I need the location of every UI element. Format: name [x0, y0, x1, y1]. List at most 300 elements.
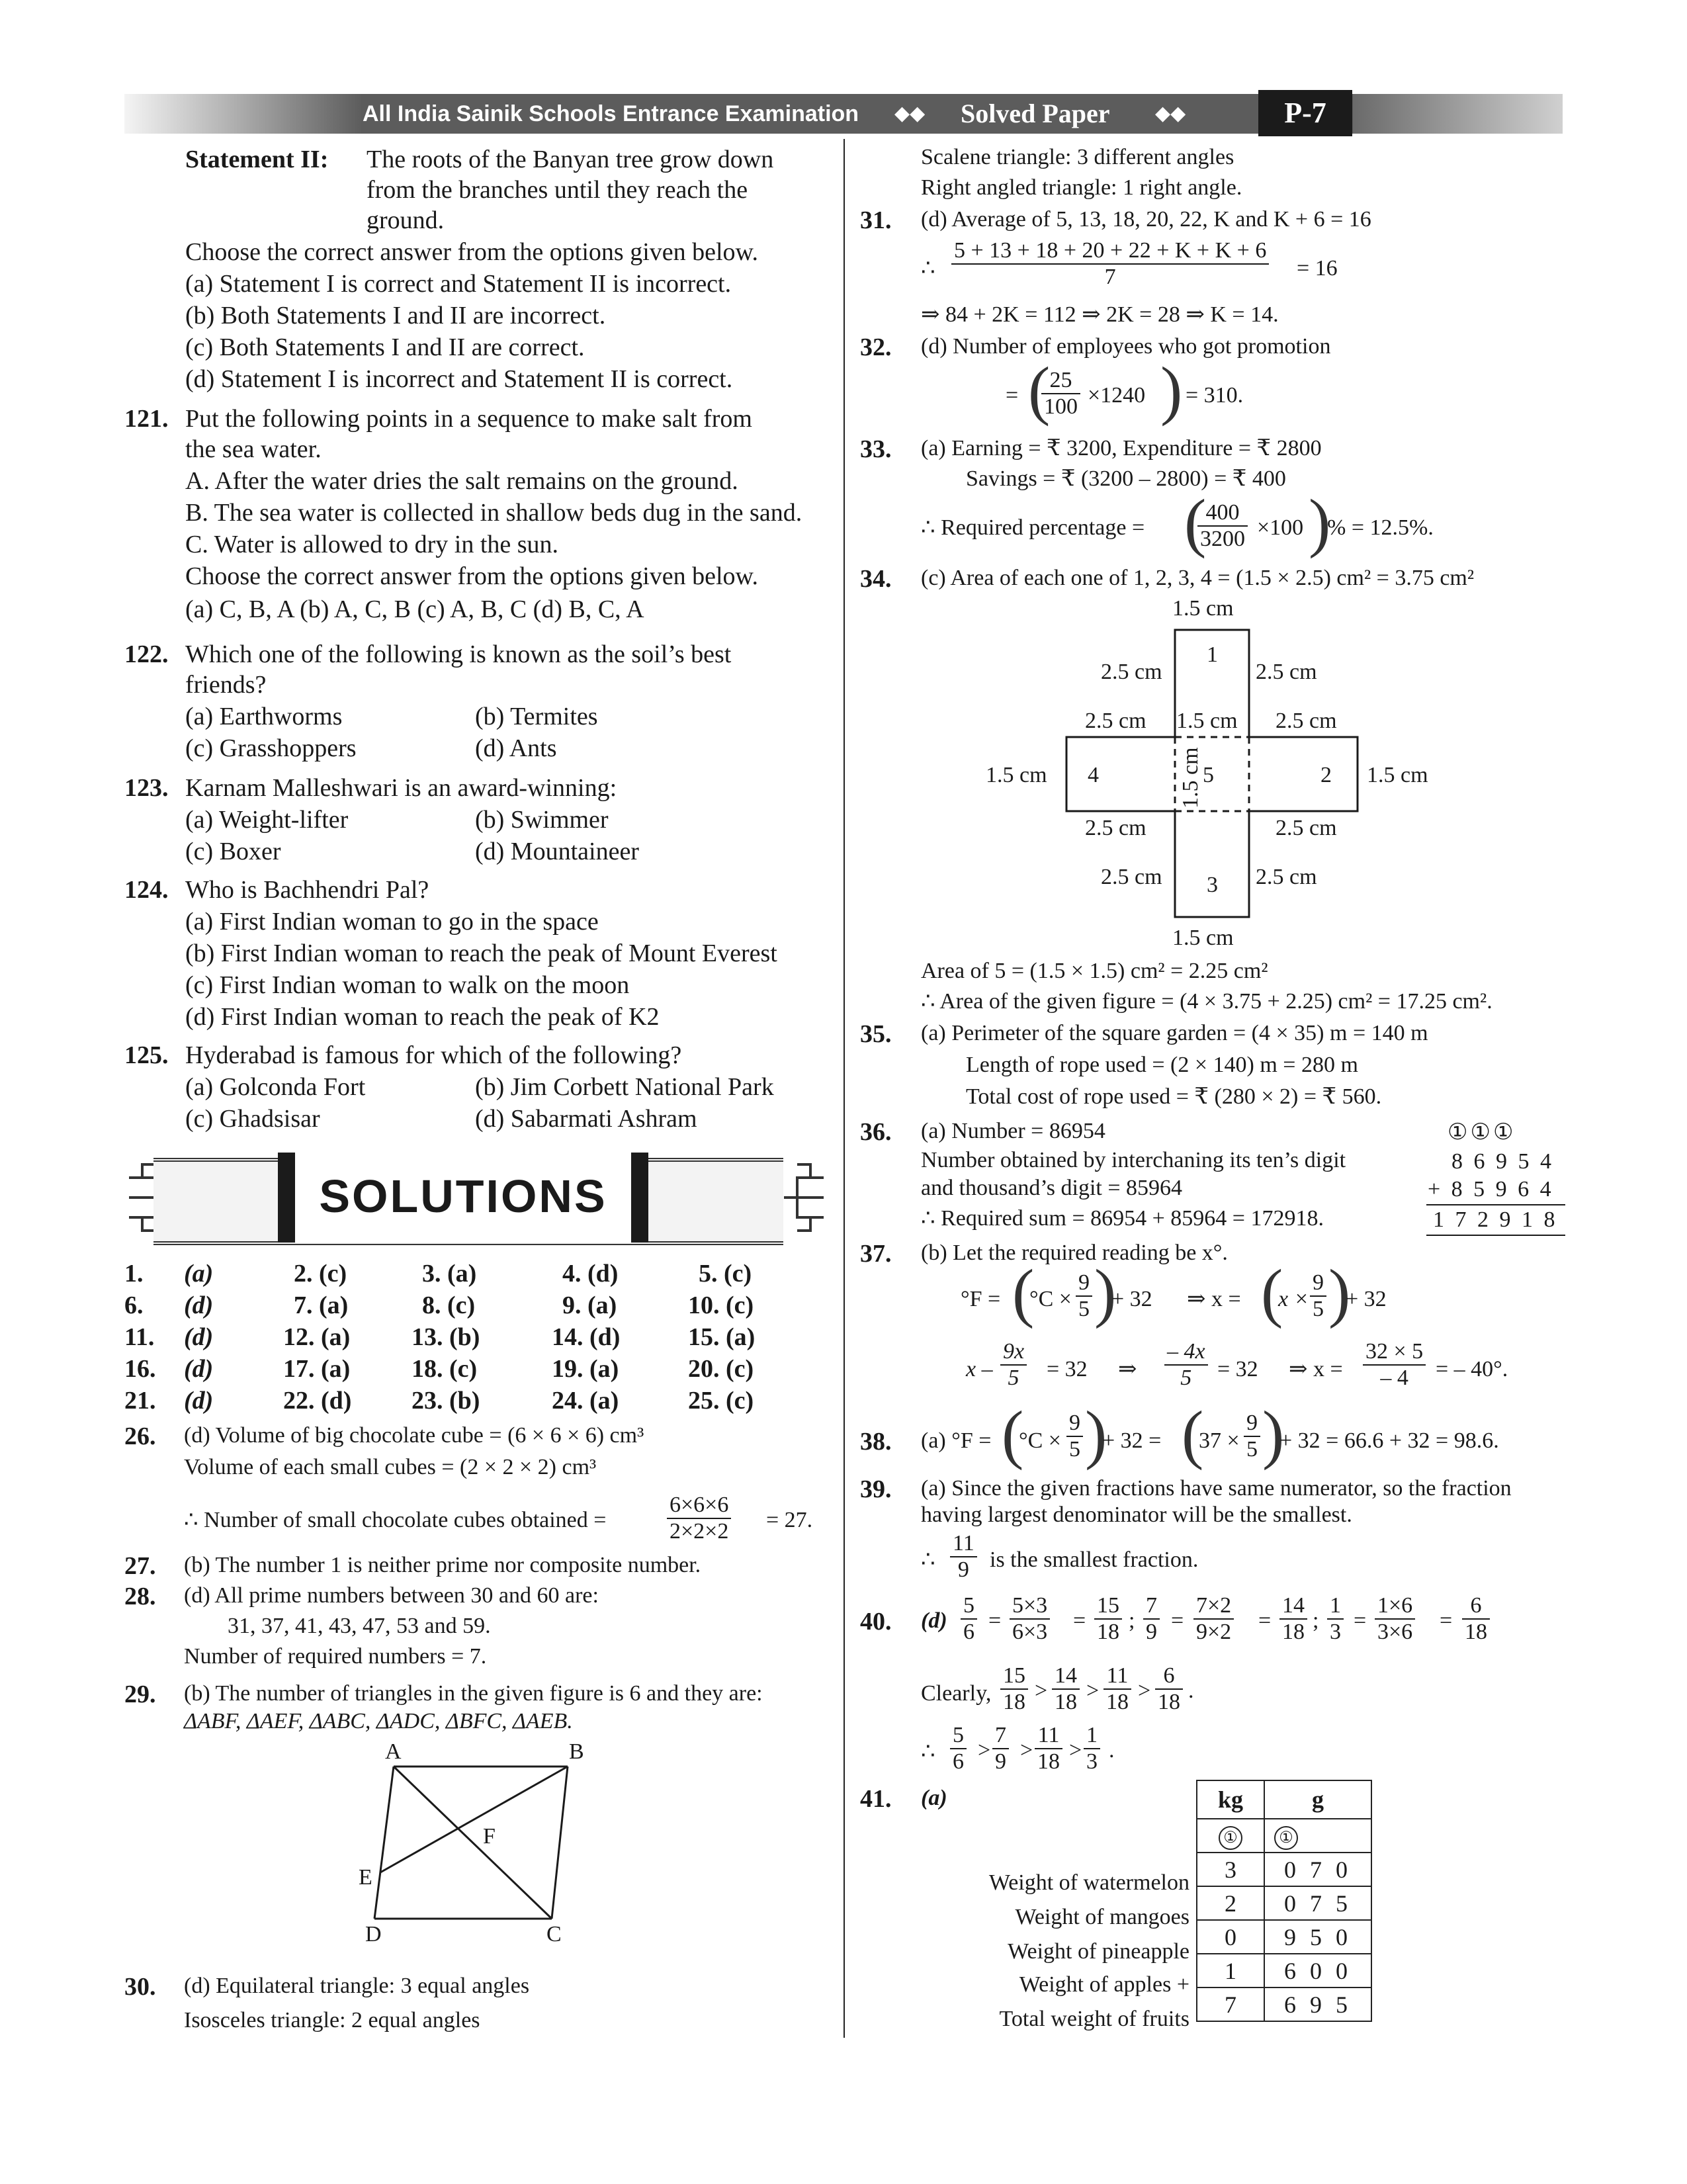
- solution-text: (c) Area of each one of 1, 2, 3, 4 = (1.5 × 2.5) cm² = 3.75 cm²: [921, 566, 1475, 590]
- option-d: (d) Sabarmati Ashram: [475, 1105, 697, 1133]
- solution-text: Length of rope used = (2 × 140) m = 280 m: [966, 1053, 1358, 1077]
- vertex-label: B: [569, 1739, 584, 1764]
- numerator: 5: [950, 1723, 967, 1749]
- list-item: B. The sea water is collected in shallow beds dug in the sand.: [185, 499, 802, 527]
- formula: + 32 =: [1102, 1428, 1162, 1453]
- answer-key-ans: (d): [184, 1323, 214, 1351]
- answer-key-cell: 15. (a): [688, 1323, 756, 1351]
- question-text: Which one of the following is known as the soil’s best: [185, 640, 732, 668]
- denominator: 18: [1097, 1620, 1119, 1644]
- option-a: (a) Weight-lifter: [185, 806, 349, 834]
- sum-rule: [1426, 1204, 1565, 1205]
- option-d: (d) Ants: [475, 734, 557, 762]
- operator: >: [1138, 1679, 1151, 1703]
- solution-number: 39.: [860, 1475, 892, 1503]
- solution-text: (a) Perimeter of the square garden = (4 × 35) m = 140 m: [921, 1021, 1428, 1045]
- operator: >: [1086, 1679, 1100, 1703]
- dimension-label: 1.5 cm: [986, 763, 1047, 787]
- solution-text: Volume of each small cubes = (2 × 2 × 2) cm³: [184, 1455, 597, 1479]
- option-d: (d) Statement I is incorrect and Statement II is correct.: [185, 365, 733, 393]
- answer-key-cell: 20. (c): [688, 1355, 754, 1383]
- dimension-label: 2.5 cm: [1276, 709, 1337, 733]
- operator: .: [1188, 1679, 1194, 1703]
- numerator: 6: [1155, 1663, 1183, 1690]
- formula: °F =: [961, 1287, 1001, 1311]
- denominator: 3200: [1200, 527, 1245, 551]
- statement-label: Statement II:: [185, 146, 329, 173]
- answer-key-no: 16.: [124, 1355, 156, 1383]
- question-text: the sea water.: [185, 435, 322, 463]
- answer-option: (d): [921, 1608, 947, 1633]
- formula: ⇒ x =: [1289, 1357, 1343, 1381]
- denominator: – 4: [1380, 1366, 1408, 1390]
- solution-text: Number of required numbers = 7.: [184, 1644, 487, 1669]
- header-kg: kg: [1197, 1780, 1264, 1819]
- right-paren: ): [1262, 1397, 1285, 1471]
- fraction: [950, 1531, 977, 1583]
- dimension-label: 2.5 cm: [1256, 660, 1317, 684]
- table-row: [1197, 1780, 1371, 1819]
- left-paren: (: [1012, 1256, 1035, 1329]
- operator: ;: [1313, 1608, 1319, 1633]
- option-b: (b) Swimmer: [475, 806, 609, 834]
- operator: =: [988, 1608, 1002, 1633]
- solution-text: ∴ Required percentage =: [921, 515, 1145, 540]
- question-number: 125.: [124, 1041, 169, 1069]
- solution-number: 34.: [860, 565, 892, 593]
- answer-key-cell: 8. (c): [422, 1291, 476, 1319]
- option-c: (c) Boxer: [185, 838, 281, 865]
- question-text: Who is Bachhendri Pal?: [185, 876, 429, 904]
- numerator: 9: [1310, 1270, 1326, 1297]
- solution-text: ∴ Required sum = 86954 + 85964 = 172918.: [921, 1206, 1324, 1231]
- option-b: (b) Jim Corbett National Park: [475, 1073, 774, 1101]
- result: = 310.: [1186, 383, 1244, 408]
- numerator: 7: [992, 1723, 1009, 1749]
- kg-cell: 1: [1197, 1954, 1264, 1987]
- numerator: – 4x: [1164, 1339, 1208, 1366]
- answer-key-no: 1.: [124, 1260, 144, 1288]
- table-row: [1197, 1819, 1371, 1853]
- left-paren: (: [1261, 1256, 1283, 1329]
- g-cell: 0 7 5: [1264, 1886, 1371, 1920]
- option-a: (a) First Indian woman to go in the space: [185, 908, 599, 936]
- answer-key-cell: 3. (a): [422, 1260, 477, 1288]
- solution-number: 29.: [124, 1681, 156, 1708]
- numerator: 14: [1052, 1663, 1080, 1690]
- solution-number: 32.: [860, 333, 892, 361]
- solution-text: (d) All prime numbers between 30 and 60 are:: [184, 1583, 599, 1608]
- exam-title: All India Sainik Schools Entrance Examination: [363, 101, 859, 126]
- instruction-text: Choose the correct answer from the options given below.: [185, 562, 759, 590]
- operator: =: [1440, 1608, 1453, 1633]
- denominator: 18: [1106, 1690, 1129, 1714]
- question-number: 124.: [124, 876, 169, 904]
- kg-cell: 0: [1197, 1920, 1264, 1954]
- formula: = 32: [1047, 1357, 1088, 1381]
- answer-key-ans: (a): [184, 1260, 214, 1288]
- answer-key-cell: 23. (b): [411, 1387, 480, 1415]
- question-text: friends?: [185, 671, 267, 699]
- numerator: 32 × 5: [1363, 1339, 1426, 1366]
- answer-key-cell: 25. (c): [688, 1387, 754, 1415]
- solution-text: ∴ Area of the given figure = (4 × 3.75 + 2.25) cm² = 17.25 cm².: [921, 989, 1492, 1014]
- denominator: 9: [1146, 1620, 1157, 1644]
- numerator: 6: [1462, 1593, 1490, 1620]
- operator: >: [1069, 1738, 1082, 1763]
- formula: x ×: [1278, 1287, 1309, 1311]
- numerator: 11: [950, 1531, 977, 1557]
- solution-number: 41.: [860, 1785, 892, 1813]
- numerator: 6×6×6: [667, 1493, 731, 1519]
- solution-text: (d) Volume of big chocolate cube = (6 × 6 × 6) cm³: [184, 1423, 644, 1448]
- question-number: 122.: [124, 640, 169, 668]
- solution-text: Scalene triangle: 3 different angles: [921, 145, 1234, 169]
- answer-key-cell: 7. (a): [294, 1291, 349, 1319]
- denominator: 2×2×2: [670, 1519, 729, 1544]
- page-number: P-7: [1258, 90, 1352, 136]
- option-c: (c) Both Statements I and II are correct.: [185, 333, 585, 361]
- solution-number: 33.: [860, 435, 892, 463]
- formula: °C ×: [1029, 1287, 1072, 1311]
- solution-text: Area of 5 = (1.5 × 1.5) cm² = 2.25 cm²: [921, 959, 1268, 983]
- multiplier: ×100: [1257, 515, 1304, 540]
- right-paren: ): [1328, 1256, 1351, 1329]
- table-row: [1197, 1920, 1371, 1954]
- dimension-label: 1.5 cm: [1172, 596, 1234, 621]
- denominator: 6×3: [1012, 1620, 1048, 1644]
- solved-paper-label: Solved Paper: [961, 99, 1110, 128]
- fraction: [1193, 1593, 1234, 1645]
- solution-text: Number obtained by interchaning its ten’s digit: [921, 1148, 1346, 1172]
- carry-circle: ①: [1274, 1826, 1298, 1850]
- denominator: 6: [963, 1620, 974, 1644]
- g-cell: 6 0 0: [1264, 1954, 1371, 1987]
- numerator: 5×3: [1010, 1593, 1050, 1620]
- ornament-right-icon: ◆◆: [1155, 103, 1186, 124]
- option-c: (c) First Indian woman to walk on the moon: [185, 971, 630, 999]
- right-paren: ): [1309, 486, 1331, 559]
- left-paren: (: [1184, 486, 1207, 559]
- carry-kg: [1197, 1819, 1264, 1853]
- dimension-label: 2.5 cm: [1276, 816, 1337, 840]
- g-cell: 0 7 0: [1264, 1853, 1371, 1886]
- operator: >: [978, 1738, 991, 1763]
- formula: (a) °F =: [921, 1428, 992, 1453]
- row-label: Weight of mangoes: [1015, 1905, 1190, 1929]
- fraction: [1076, 1270, 1092, 1322]
- denominator: 5: [1180, 1366, 1192, 1390]
- answer-key-cell: 5. (c): [699, 1260, 752, 1288]
- solution-text: Right angled triangle: 1 right angle.: [921, 175, 1242, 200]
- options-row: (a) C, B, A (b) A, C, B (c) A, B, C (d) B, C, A: [185, 595, 644, 623]
- numerator: 400: [1197, 500, 1248, 527]
- answer-key-cell: 22. (d): [283, 1387, 352, 1415]
- result: + 32 = 66.6 + 32 = 98.6.: [1279, 1428, 1499, 1453]
- denominator: 9: [957, 1557, 969, 1582]
- numerator: 15: [1094, 1593, 1122, 1620]
- denominator: 5: [1008, 1366, 1019, 1390]
- cell-number: 5: [1203, 763, 1214, 787]
- carry-marks: ①①①: [1448, 1120, 1516, 1145]
- fraction: [667, 1493, 731, 1544]
- row-label: Total weight of fruits: [999, 2007, 1190, 2031]
- question-text: Put the following points in a sequence to make salt from: [185, 405, 752, 433]
- solution-text: 31, 37, 41, 43, 47, 53 and 59.: [228, 1614, 491, 1638]
- solution-text: (b) The number of triangles in the given figure is 6 and they are:: [184, 1681, 763, 1706]
- carry-circle: ①: [1219, 1826, 1242, 1850]
- operator: >: [1035, 1679, 1048, 1703]
- fraction: [1375, 1593, 1415, 1645]
- addend: 8 6 9 5 4: [1451, 1149, 1554, 1174]
- left-paren: (: [1002, 1397, 1024, 1471]
- solution-text: Clearly,: [921, 1681, 992, 1706]
- operator: .: [1109, 1738, 1115, 1763]
- fraction: [1197, 500, 1248, 552]
- vertex-label: D: [365, 1922, 382, 1946]
- answer-key-cell: 10. (c): [688, 1291, 754, 1319]
- multiplier: ×1240: [1088, 383, 1146, 408]
- left-paren: (: [1028, 353, 1051, 427]
- denominator: 5: [1078, 1297, 1090, 1321]
- solution-number: 37.: [860, 1240, 892, 1268]
- fraction: [961, 1593, 977, 1645]
- formula: ⇒ x =: [1187, 1287, 1241, 1311]
- result: % = 12.5%.: [1327, 515, 1434, 540]
- denominator: 18: [1282, 1620, 1305, 1644]
- operator: =: [1354, 1608, 1367, 1633]
- dimension-label: 1.5 cm: [1367, 763, 1428, 787]
- statement-line: ground.: [367, 206, 445, 234]
- fruit-weight-table: [1196, 1780, 1372, 2022]
- option-d: (d) Mountaineer: [475, 838, 639, 865]
- solution-number: 26.: [124, 1422, 156, 1450]
- denominator: 3: [1086, 1749, 1098, 1774]
- denominator: 9: [995, 1749, 1006, 1774]
- option-d: (d) First Indian woman to reach the peak of K2: [185, 1003, 660, 1031]
- fraction: [950, 1723, 967, 1774]
- numerator: 1×6: [1375, 1593, 1415, 1620]
- numerator: 15: [1000, 1663, 1028, 1690]
- numerator: 5 + 13 + 18 + 20 + 22 + K + K + 6: [951, 238, 1269, 265]
- right-paren: ): [1085, 1397, 1107, 1471]
- cell-number: 3: [1207, 873, 1218, 897]
- dimension-label: 2.5 cm: [1085, 816, 1146, 840]
- answer-key-cell: 24. (a): [552, 1387, 619, 1415]
- formula: + 32: [1111, 1287, 1152, 1311]
- solution-number: 36.: [860, 1118, 892, 1146]
- answer-key-cell: 4. (d): [562, 1260, 619, 1288]
- statement-line: from the branches until they reach the: [367, 176, 748, 204]
- solution-number: 31.: [860, 206, 892, 234]
- denominator: 18: [1055, 1690, 1077, 1714]
- right-paren: ): [1160, 353, 1183, 427]
- denominator: 3×6: [1377, 1620, 1413, 1644]
- solution-text: (d) Equilateral triangle: 3 equal angles: [184, 1974, 530, 1998]
- option-b: (b) First Indian woman to reach the peak of Mount Everest: [185, 939, 777, 967]
- numerator: 14: [1279, 1593, 1307, 1620]
- answer-key-ans: (d): [184, 1291, 214, 1319]
- solution-text: (b) The number 1 is neither prime nor composite number.: [184, 1553, 701, 1577]
- kg-cell: 2: [1197, 1886, 1264, 1920]
- solution-text: Total cost of rope used = ₹ (280 × 2) = ₹ 560.: [966, 1084, 1382, 1109]
- cell-number: 2: [1320, 763, 1332, 787]
- solution-text: is the smallest fraction.: [990, 1548, 1199, 1572]
- dimension-label: 2.5 cm: [1085, 709, 1146, 733]
- fraction: [1310, 1270, 1326, 1322]
- table-row: [1197, 1954, 1371, 1987]
- option-b: (b) Both Statements I and II are incorrect.: [185, 302, 606, 329]
- dimension-label: 2.5 cm: [1256, 865, 1317, 889]
- answer-key-cell: 2. (c): [294, 1260, 347, 1288]
- solution-number: 40.: [860, 1608, 892, 1636]
- solution-text: ⇒ 84 + 2K = 112 ⇒ 2K = 28 ⇒ K = 14.: [921, 302, 1279, 327]
- result: = 27.: [766, 1508, 813, 1532]
- denominator: 18: [1037, 1749, 1060, 1774]
- answer-key-no: 6.: [124, 1291, 144, 1319]
- solution-text: ∴ Number of small chocolate cubes obtained =: [184, 1508, 607, 1532]
- denominator: 6: [953, 1749, 964, 1774]
- denominator: 5: [1069, 1437, 1080, 1462]
- fraction: [1244, 1411, 1260, 1462]
- fraction: [1041, 368, 1080, 419]
- numerator: 1: [1327, 1593, 1344, 1620]
- list-item: A. After the water dries the salt remains on the ground.: [185, 467, 738, 495]
- solution-text: (a) Earning = ₹ 3200, Expenditure = ₹ 2800: [921, 436, 1322, 460]
- denominator: 5: [1246, 1437, 1258, 1462]
- question-text: Hyderabad is famous for which of the following?: [185, 1041, 682, 1069]
- fraction: [1052, 1663, 1080, 1715]
- denominator: 18: [1158, 1690, 1180, 1714]
- answer-key-no: 11.: [124, 1323, 155, 1351]
- fraction: [1035, 1723, 1062, 1774]
- result: = – 40°.: [1436, 1357, 1508, 1381]
- numerator: 9: [1066, 1411, 1083, 1437]
- question-number: 121.: [124, 405, 169, 433]
- fraction: [1000, 1339, 1027, 1391]
- fraction: [1279, 1593, 1307, 1645]
- answer-option: (a): [921, 1786, 947, 1810]
- fraction: [1103, 1663, 1131, 1715]
- formula: 37 ×: [1199, 1428, 1240, 1453]
- solution-number: 27.: [124, 1552, 156, 1580]
- denominator: 7: [1104, 265, 1116, 289]
- row-label: Weight of pineapple: [1008, 1939, 1190, 1964]
- row-label: Weight of watermelon: [988, 1870, 1190, 1895]
- therefore-symbol: ∴: [921, 1548, 935, 1572]
- header-bar-right: [1353, 94, 1563, 134]
- solution-text: Isosceles triangle: 2 equal angles: [184, 2008, 480, 2032]
- numerator: 7×2: [1193, 1593, 1234, 1620]
- answer-key-cell: 14. (d): [552, 1323, 621, 1351]
- numerator: 9: [1244, 1411, 1260, 1437]
- numerator: 9: [1076, 1270, 1092, 1297]
- solution-text: (d) Average of 5, 13, 18, 20, 22, K and K + 6 = 16: [921, 207, 1371, 232]
- solutions-title: SOLUTIONS: [319, 1170, 607, 1222]
- solution-number: 30.: [124, 1973, 156, 2001]
- operator: =: [1073, 1608, 1086, 1633]
- answer-key-ans: (d): [184, 1387, 214, 1415]
- dimension-label: 1.5 cm: [1176, 709, 1238, 733]
- vertex-label: E: [359, 1865, 372, 1890]
- formula: = 32: [1217, 1357, 1258, 1381]
- column-divider: [844, 139, 845, 2038]
- row-label: Weight of apples +: [1019, 1972, 1190, 1997]
- fraction: [1084, 1723, 1100, 1774]
- fraction: [1010, 1593, 1050, 1645]
- therefore-symbol: ∴: [921, 1739, 935, 1764]
- numerator: 7: [1143, 1593, 1160, 1620]
- option-a: (a) Earthworms: [185, 703, 343, 730]
- fraction: [1066, 1411, 1083, 1462]
- operator: =: [1258, 1608, 1272, 1633]
- solution-number: 35.: [860, 1020, 892, 1048]
- vertex-label: C: [546, 1922, 562, 1946]
- option-a: (a) Golconda Fort: [185, 1073, 366, 1101]
- operator: =: [1171, 1608, 1184, 1633]
- solution-text: (a) Since the given fractions have same numerator, so the fraction: [921, 1476, 1512, 1501]
- table-row: [1197, 1987, 1371, 2021]
- answer-key-cell: 19. (a): [552, 1355, 619, 1383]
- dimension-label: 1.5 cm: [1172, 926, 1234, 950]
- statement-line: The roots of the Banyan tree grow down: [367, 146, 774, 173]
- denominator: 100: [1044, 394, 1078, 419]
- g-cell: 6 9 5: [1264, 1987, 1371, 2021]
- solution-text: (d) Number of employees who got promotion: [921, 334, 1331, 359]
- option-b: (b) Termites: [475, 703, 598, 730]
- left-paren: (: [1182, 1397, 1204, 1471]
- operator: ;: [1129, 1608, 1135, 1633]
- g-cell: 9 5 0: [1264, 1920, 1371, 1954]
- fraction: [1094, 1593, 1122, 1645]
- result: = 16: [1297, 256, 1338, 281]
- cell-number: 1: [1207, 642, 1218, 667]
- sum-rule: [1426, 1235, 1565, 1236]
- addend: + 8 5 9 6 4: [1428, 1177, 1554, 1201]
- solution-text: having largest denominator will be the smallest.: [921, 1503, 1352, 1527]
- fraction: [992, 1723, 1009, 1774]
- dimension-label: 2.5 cm: [1101, 660, 1162, 684]
- question-number: 123.: [124, 774, 169, 802]
- solution-number: 38.: [860, 1428, 892, 1456]
- answer-key-ans: (d): [184, 1355, 214, 1383]
- question-text: Karnam Malleshwari is an award-winning:: [185, 774, 617, 802]
- vertex-label: A: [385, 1739, 402, 1764]
- fraction: [1143, 1593, 1160, 1645]
- formula: + 32: [1346, 1287, 1387, 1311]
- cell-number: 4: [1088, 763, 1099, 787]
- numerator: 11: [1035, 1723, 1062, 1749]
- dimension-label: 2.5 cm: [1101, 865, 1162, 889]
- denominator: 9×2: [1196, 1620, 1232, 1644]
- fraction: [1000, 1663, 1028, 1715]
- formula: x –: [966, 1357, 993, 1381]
- answer-key-no: 21.: [124, 1387, 156, 1415]
- answer-key-cell: 9. (a): [562, 1291, 617, 1319]
- fraction: [1363, 1339, 1426, 1391]
- option-a: (a) Statement I is correct and Statement II is incorrect.: [185, 270, 732, 298]
- operator: >: [1020, 1738, 1033, 1763]
- kg-cell: 7: [1197, 1987, 1264, 2021]
- fraction: [1462, 1593, 1490, 1645]
- formula: ⇒: [1118, 1357, 1137, 1381]
- header-g: g: [1264, 1780, 1371, 1819]
- fraction: [1155, 1663, 1183, 1715]
- solution-number: 28.: [124, 1583, 156, 1610]
- table-row: [1197, 1853, 1371, 1886]
- denominator: 18: [1465, 1620, 1487, 1644]
- numerator: 1: [1084, 1723, 1100, 1749]
